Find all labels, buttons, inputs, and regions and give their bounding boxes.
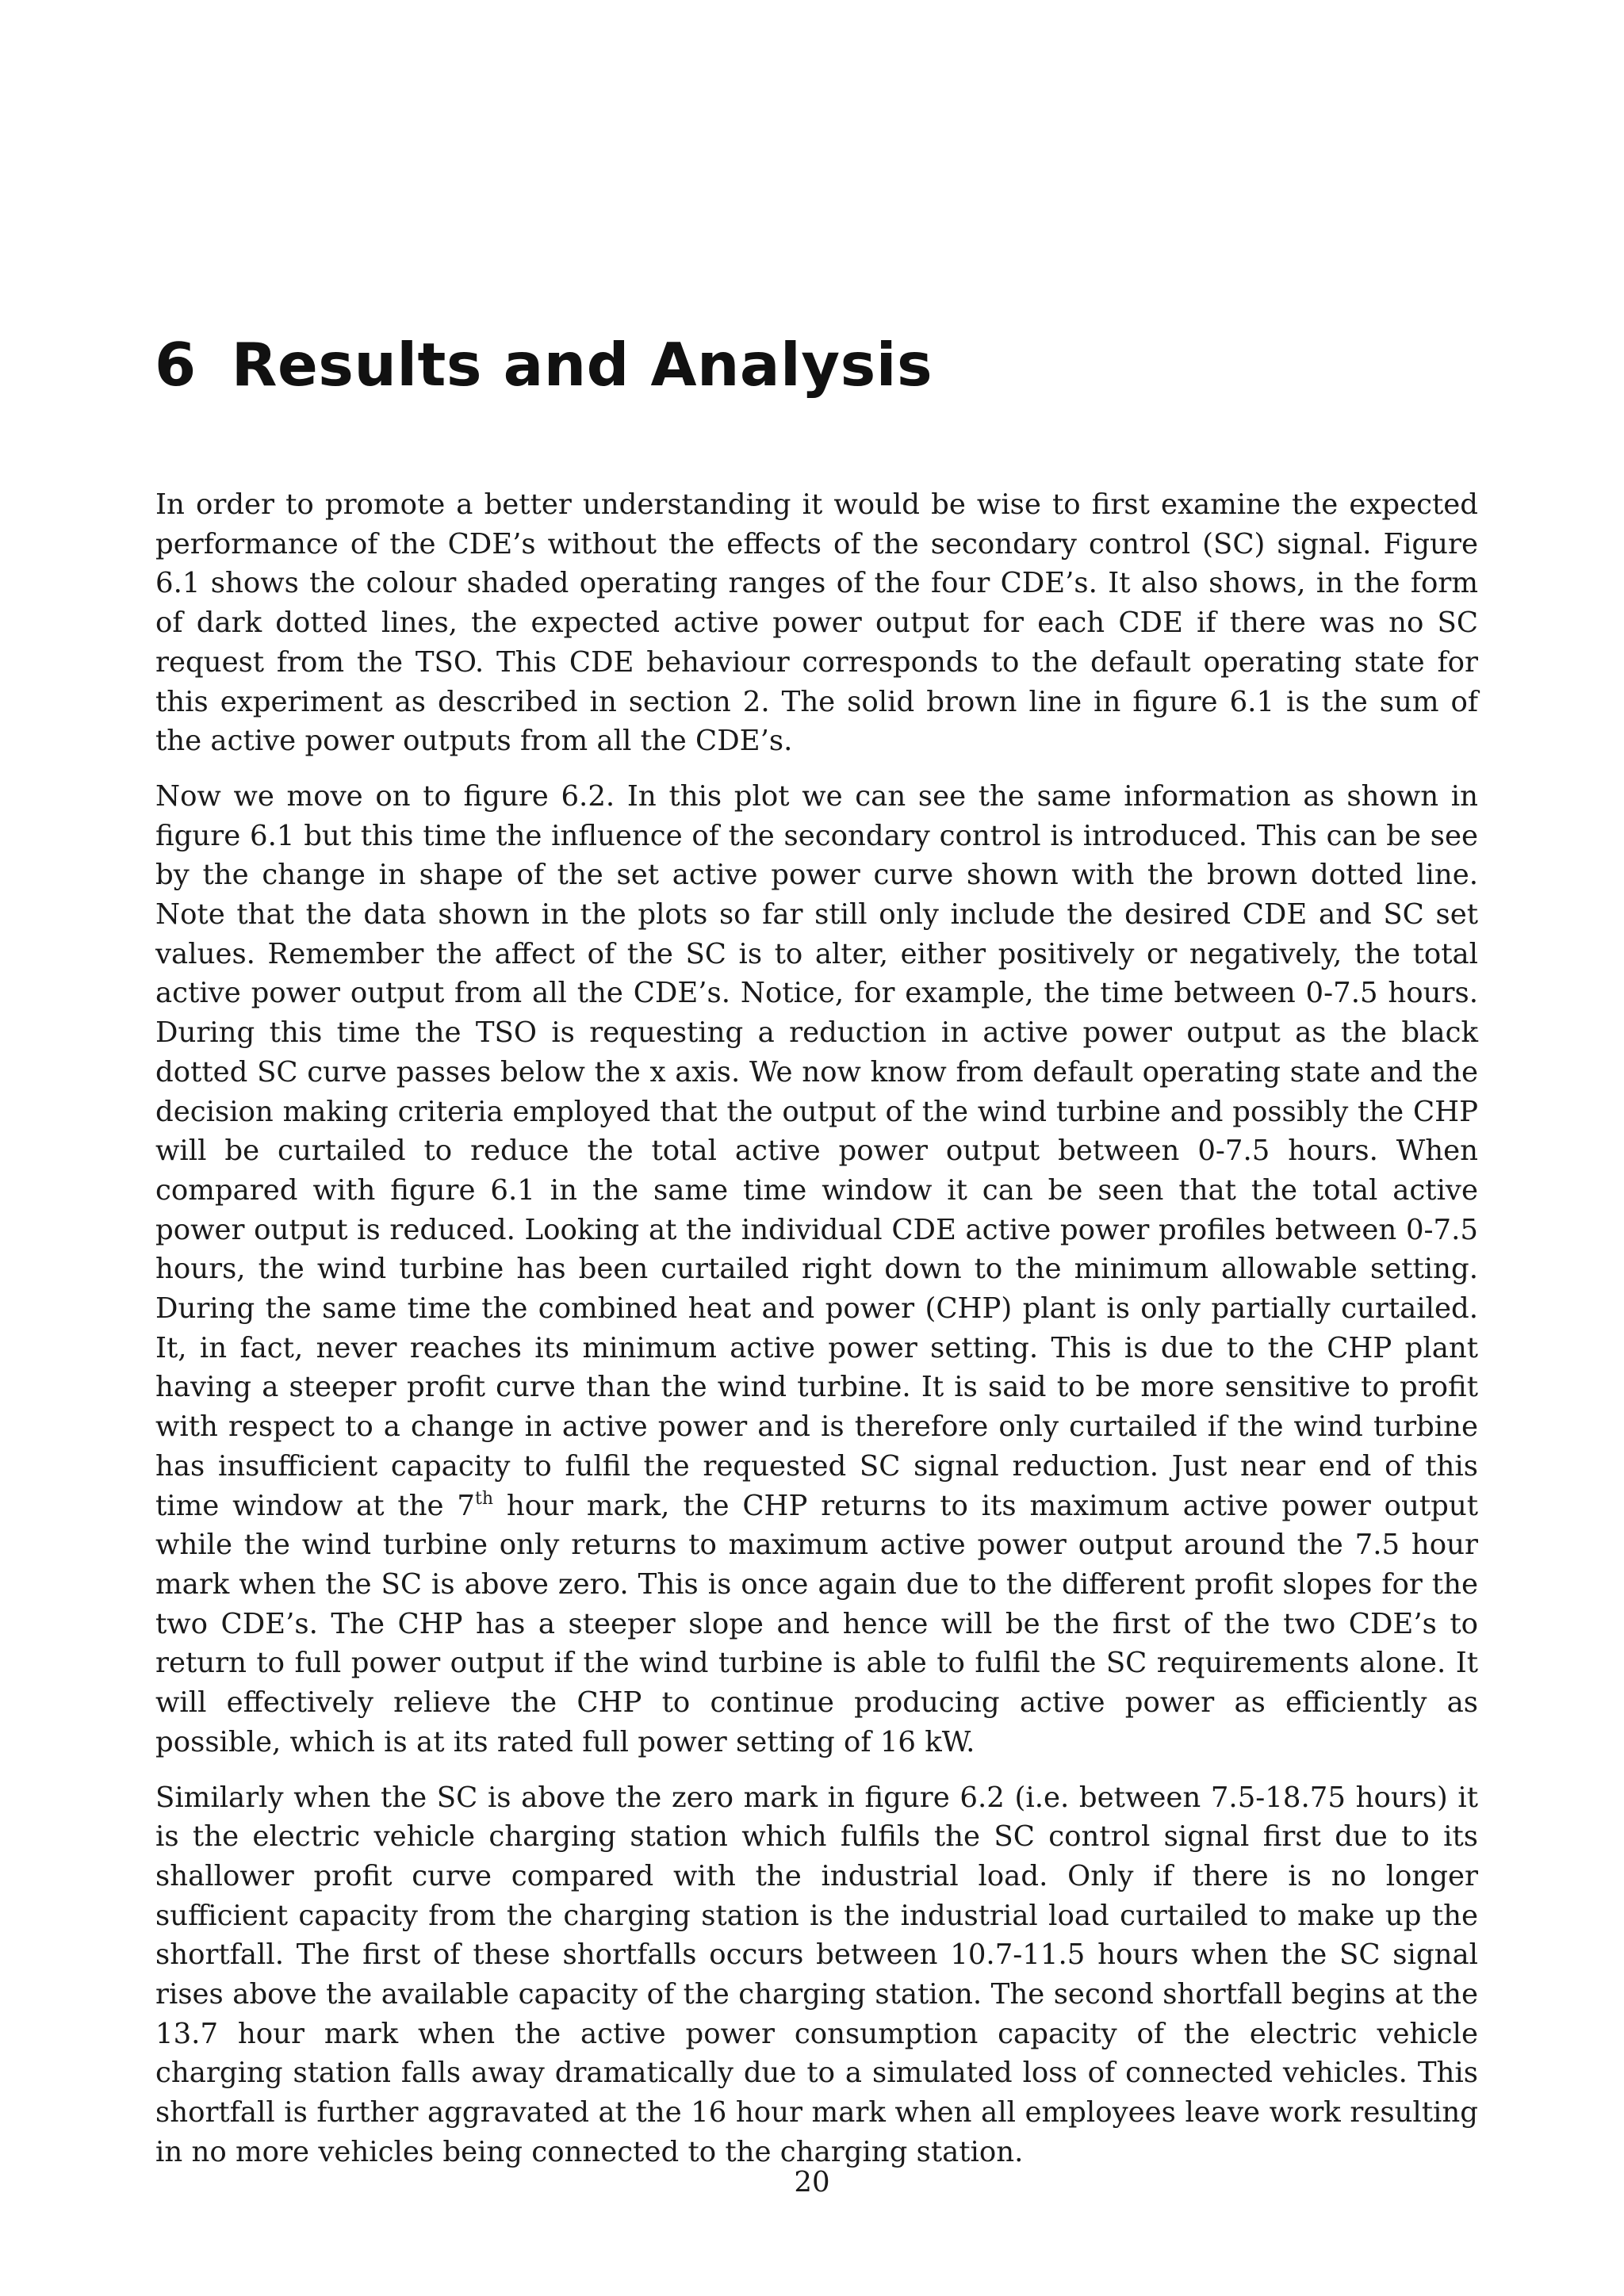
paragraph-1: In order to promote a better understanding it would be wise to first examine the expected performance of the CDE’s without the effects of the secondary control (SC) signal. Figure 6.1 shows the colour shaded operating ranges of the four CDE’s. It also shows, in the form of dark dotted lines, the expected active power output for each CDE if there was no SC request from the TSO. This CDE behaviour corresponds to the default operating state for this experiment as described in section 2. The solid brown line in figure 6.1 is the sum of the active power outputs from all the CDE’s. [155, 488, 1478, 758]
body-text [155, 485, 1478, 2188]
paragraph-2-part-1: Now we move on to figure 6.2. In this plot we can see the same information as shown in figure 6.1 but this time the influence of the secondary control is introduced. This can be see by the change in shape of the set active power curve shown with the brown dotted line. Note that the data shown in the plots so far still only include the desired CDE and SC set values. Remember the affect of the SC is to alter, either positively or negatively, the total active power output from all the CDE’s. Notice, for example, the time between 0-7.5 hours. During this time the TSO is requesting a reduction in active power output as the black dotted SC curve passes below the x axis. We now know from default operating state and the decision making criteria employed that the output of the wind turbine and possibly the CHP will be curtailed to reduce the total active power output between 0-7.5 hours. When compared with figure 6.1 in the same time window it can be seen that the total active power output is reduced. Looking at the individual CDE active power profiles between 0-7.5 hours, the wind turbine has been curtailed right down to the minimum allowable setting. During the same time the combined heat and power (CHP) plant is only partially curtailed. It, in fact, never reaches its minimum active power setting. This is due to the CHP plant having a steeper profit curve than the wind turbine. It is said to be more sensitive to profit with respect to a change in active power and is therefore only curtailed if the wind turbine has insufficient capacity to fulfil the requested SC signal reduction. Just near end of this time window at the 7 [155, 779, 1478, 1522]
chapter-heading [155, 321, 933, 408]
ordinal-superscript: th [475, 1488, 494, 1509]
chapter-number: 6 [155, 330, 197, 400]
chapter-title: Results and Analysis [231, 330, 933, 400]
paragraph-2 [155, 777, 1478, 1762]
page-number: 20 [794, 2166, 830, 2198]
paragraph-3: Similarly when the SC is above the zero mark in figure 6.2 (i.e. between 7.5-18.75 hours) it is the electric vehicle charging station which fulfils the SC control signal first due to its shallower profit curve compared with the industrial load. Only if there is no longer sufficient capacity from the charging station is the industrial load curtailed to make up the shortfall. The first of these shortfalls occurs between 10.7-11.5 hours when the SC signal rises above the available capacity of the charging station. The second shortfall begins at the 13.7 hour mark when the active power consumption capacity of the electric vehicle charging station falls away dramatically due to a simulated loss of connected vehicles. This shortfall is further aggravated at the 16 hour mark when all employees leave work resulting in no more vehicles being connected to the charging station. [155, 1781, 1478, 2168]
paragraph-2-part-2: hour mark, the CHP returns to its maximum active power output while the wind turbine only returns to maximum active power output around the 7.5 hour mark when the SC is above zero. This is once again due to the different profit slopes for the two CDE’s. The CHP has a steeper slope and hence will be the first of the two CDE’s to return to full power output if the wind turbine is able to fulfil the SC requirements alone. It will effectively relieve the CHP to continue producing active power as efficiently as possible, which is at its rated full power setting of 16 kW. [155, 1489, 1479, 1758]
